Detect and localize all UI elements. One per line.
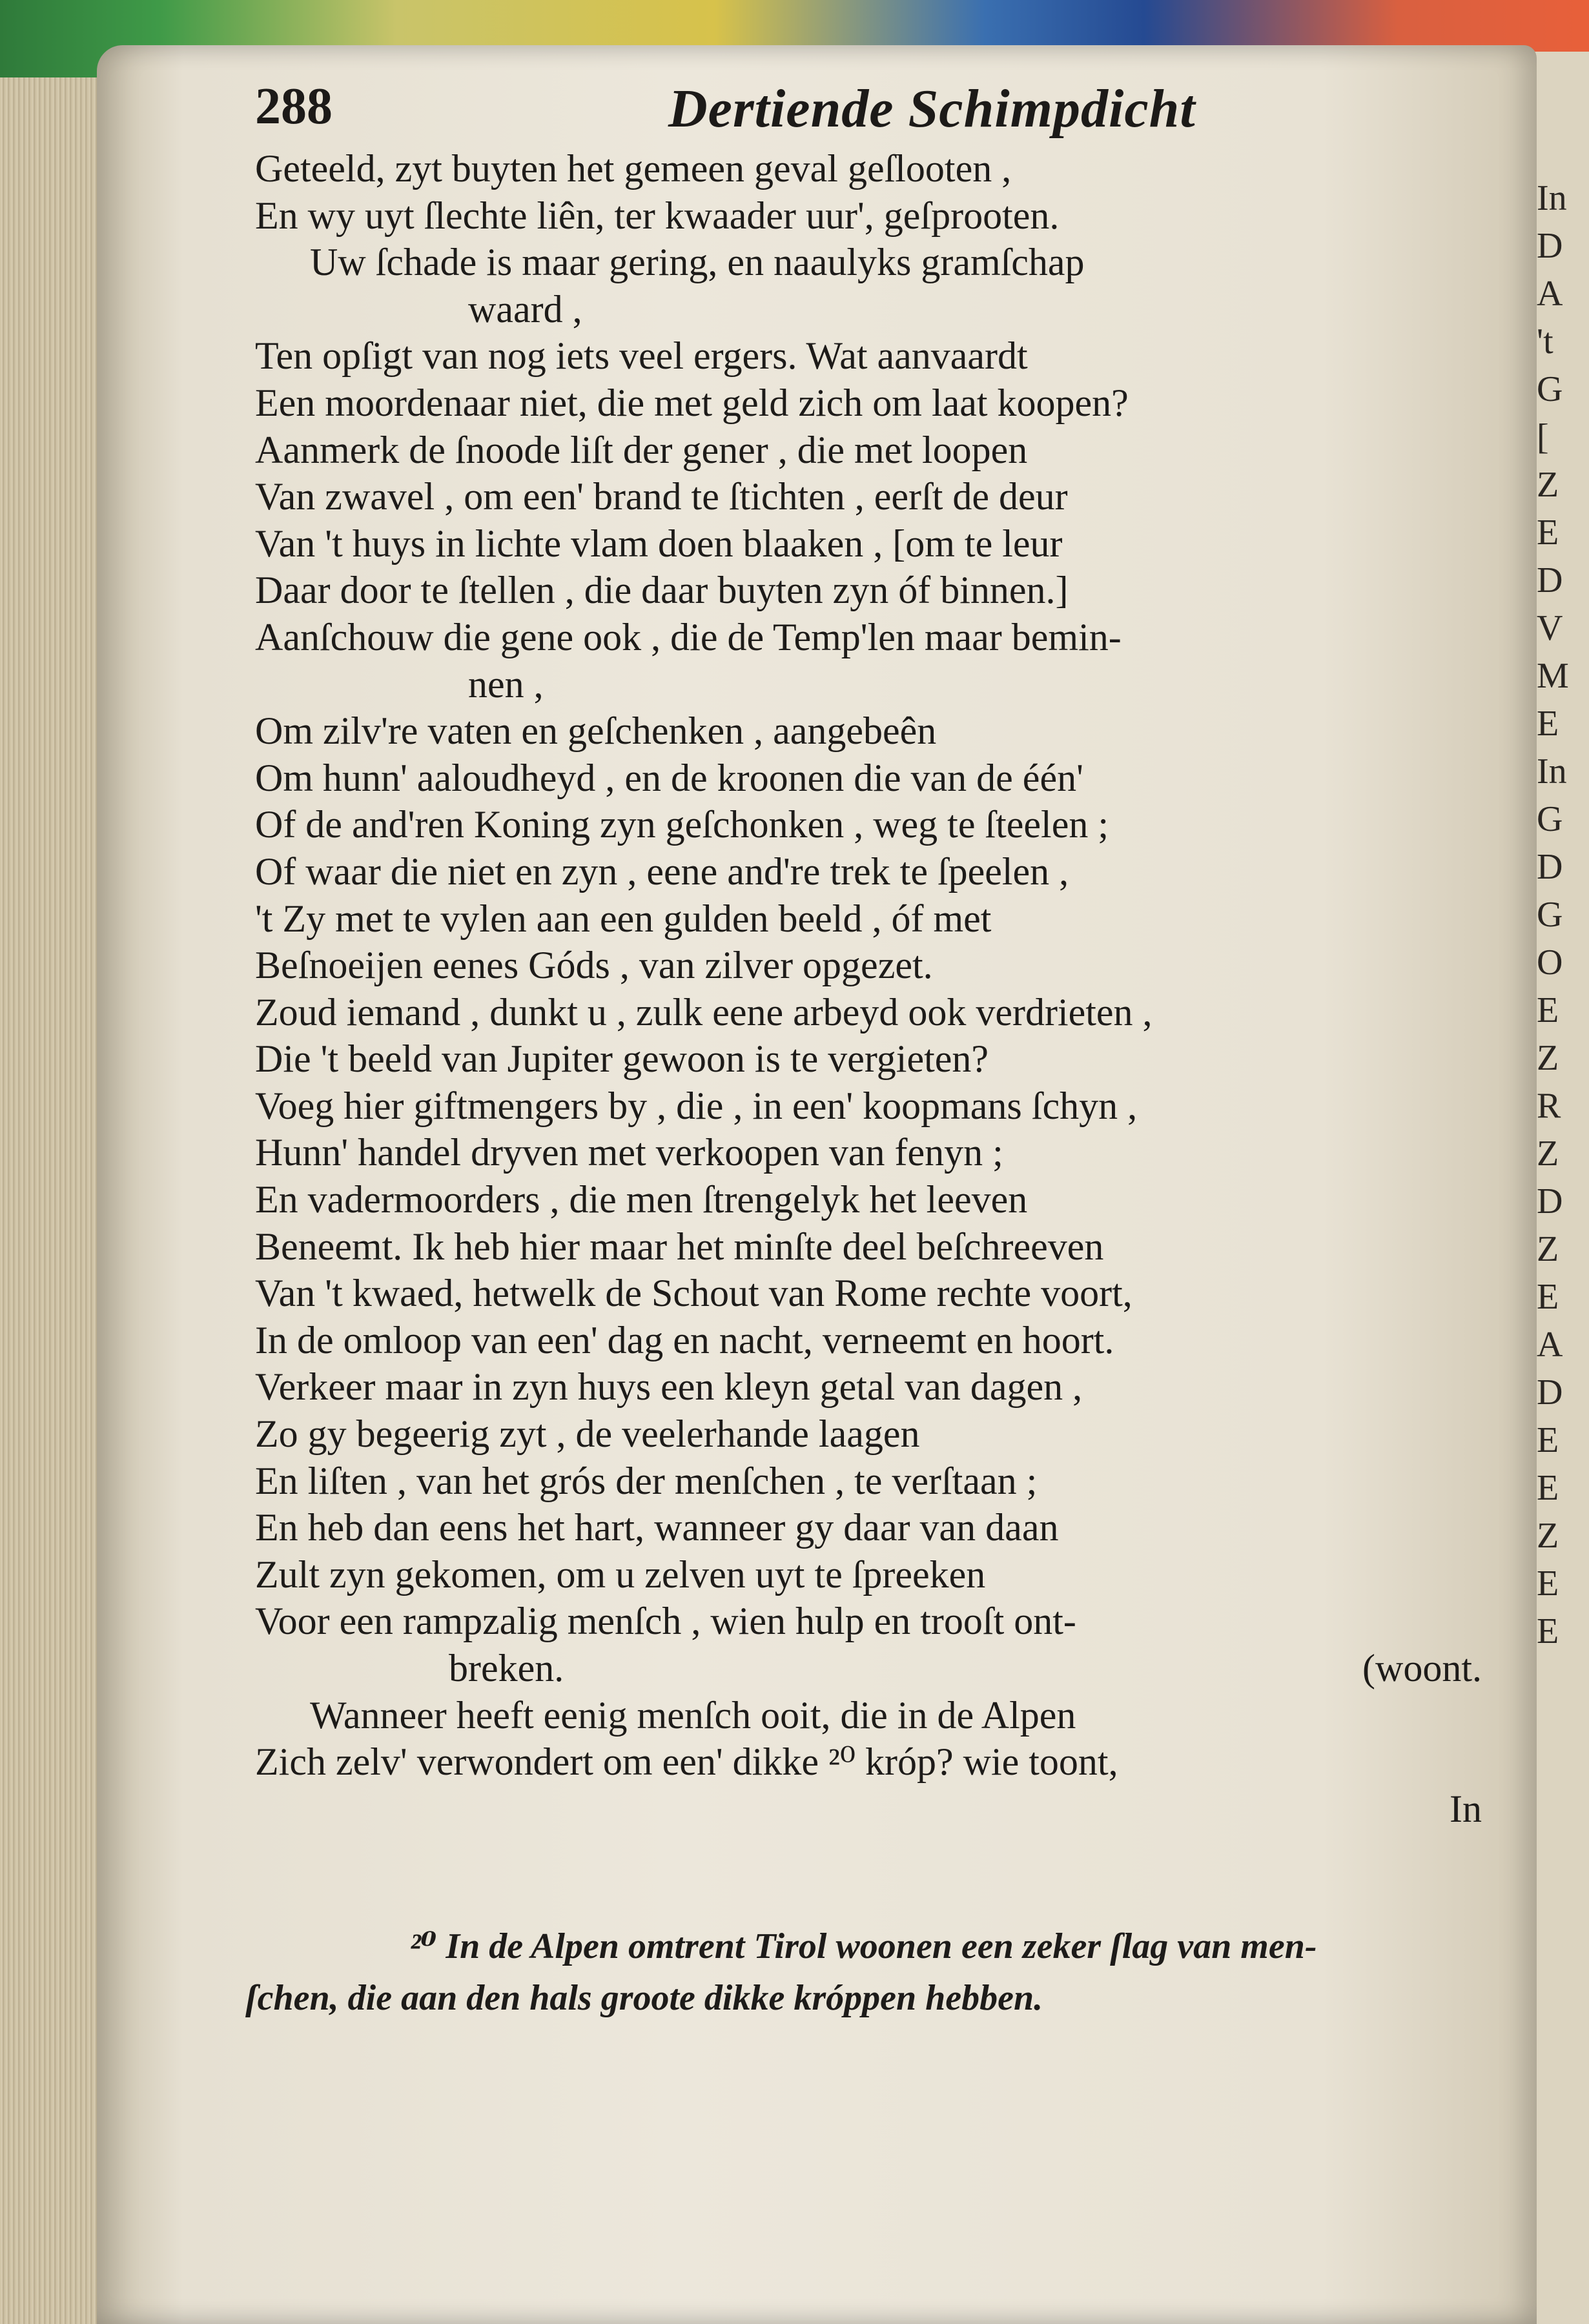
facing-page-letter: A	[1537, 1325, 1563, 1365]
facing-page-letter: O	[1537, 943, 1563, 983]
footnote	[245, 1921, 1485, 2024]
verse-line: In de omloop van een' dag en nacht, verneemt en hoort.	[255, 1318, 1114, 1361]
verse-line: Of waar die niet en zyn , eene and're trek te ſpeelen ,	[255, 850, 1069, 893]
facing-page-letter: In	[1537, 178, 1567, 218]
facing-page-letter: G	[1537, 799, 1563, 839]
facing-page-letter: M	[1537, 656, 1569, 696]
verse-line: En wy uyt ſlechte liên, ter kwaader uur', geſprooten.	[255, 194, 1060, 237]
facing-page-letter: E	[1537, 1277, 1559, 1317]
verse-line: Daar door te ſtellen , die daar buyten zyn óf binnen.]	[255, 569, 1069, 612]
facing-page-letter: Z	[1537, 1516, 1559, 1556]
facing-page-letter: G	[1537, 369, 1563, 409]
verse-line: Zult zyn gekomen, om u zelven uyt te ſpreeken	[255, 1553, 986, 1596]
facing-page-letter: E	[1537, 990, 1559, 1030]
verse-line: En heb dan eens het hart, wanneer gy daar van daan	[255, 1506, 1059, 1549]
verse-line: Ten opſigt van nog iets veel ergers. Wat aanvaardt	[255, 334, 1028, 378]
verse-line: Wanneer heeft eenig menſch ooit, die in de Alpen	[310, 1693, 1076, 1737]
facing-page-letter: E	[1537, 704, 1559, 744]
verse-line: Voor een rampzalig menſch , wien hulp en trooſt ont-	[255, 1600, 1076, 1643]
verse-line-continuation: nen ,	[468, 662, 544, 706]
verse-line: Een moordenaar niet, die met geld zich om laat koopen?	[255, 381, 1129, 424]
facing-page-letter: G	[1537, 895, 1563, 935]
facing-page-letter: 't	[1537, 321, 1553, 362]
verse-line: Beneemt. Ik heb hier maar het minſte deel beſchreeven	[255, 1225, 1104, 1268]
facing-page-letter: D	[1537, 1372, 1563, 1412]
verse-line: Verkeer maar in zyn huys een kleyn getal van dagen ,	[255, 1365, 1083, 1409]
verse-line: Van 't huys in lichte vlam doen blaaken , [om te leur	[255, 522, 1063, 565]
verse-line: Die 't beeld van Jupiter gewoon is te vergieten?	[255, 1037, 989, 1081]
verse-line: En liſten , van het grós der menſchen , te verſtaan ;	[255, 1459, 1038, 1502]
facing-page-letter: In	[1537, 751, 1567, 791]
verse-line: Zich zelv' verwondert om een' dikke ²⁰ króp? wie toont,	[255, 1740, 1118, 1784]
verse-line-continuation: waard ,	[468, 287, 582, 331]
verse-line: Van zwavel , om een' brand te ſtichten , eerſt de deur	[255, 475, 1068, 518]
facing-page-letter: Z	[1537, 1229, 1559, 1269]
facing-page-letter: Z	[1537, 1134, 1559, 1174]
facing-page-letter: E	[1537, 1564, 1559, 1604]
footnote-line: ſchen, die aan den hals groote dikke króppen hebben.	[245, 1978, 1043, 2018]
verse-line: Uw ſchade is maar gering, en naaulyks gramſchap	[310, 241, 1085, 284]
verse-line-turnover: (woont.	[1362, 1647, 1482, 1689]
facing-page-letter: V	[1537, 608, 1563, 648]
facing-page-letter: R	[1537, 1086, 1561, 1126]
verse-line: Hunn' handel dryven met verkoopen van fenyn ;	[255, 1131, 1003, 1174]
facing-page-letter: E	[1537, 1611, 1559, 1651]
running-title: Dertiende Schimpdicht	[668, 79, 1196, 139]
facing-page-letter: Z	[1537, 465, 1559, 505]
verse-line: Om hunn' aaloudheyd , en de kroonen die van de één'	[255, 756, 1083, 799]
facing-page-letter: D	[1537, 560, 1563, 600]
verse-line: Aanmerk de ſnoode liſt der gener , die met loopen	[255, 428, 1028, 471]
footnote-line: ²⁰ In de Alpen omtrent Tirol woonen een zeker ſlag van men-	[410, 1926, 1317, 1966]
facing-page-letter: D	[1537, 226, 1563, 266]
facing-page-letter: D	[1537, 847, 1563, 887]
catchword: In	[1450, 1787, 1482, 1830]
facing-page-letter: E	[1537, 1468, 1559, 1508]
verse-line: En vadermoorders , die men ſtrengelyk het leeven	[255, 1178, 1028, 1221]
verse-line: Om zilv're vaten en geſchenken , aangebeên	[255, 709, 937, 753]
verse-line: Beſnoeijen eenes Góds , van zilver opgezet.	[255, 944, 933, 987]
verse-line: Geteeld, zyt buyten het gemeen geval geſlooten ,	[255, 147, 1012, 190]
page-header	[255, 77, 1288, 148]
verse-line: Voeg hier giftmengers by , die , in een' koopmans ſchyn ,	[255, 1084, 1138, 1127]
verse-text	[255, 145, 1495, 1832]
verse-line: Zoud iemand , dunkt u , zulk eene arbeyd ook verdrieten ,	[255, 990, 1153, 1034]
verse-line: Of de and'ren Koning zyn geſchonken , weg te ſteelen ;	[255, 803, 1109, 846]
verse-line-split	[255, 1645, 1482, 1692]
facing-page-letter: E	[1537, 1420, 1559, 1460]
verse-line: Zo gy begeerig zyt , de veelerhande laagen	[255, 1412, 920, 1456]
page-number: 288	[255, 78, 333, 135]
verse-line: Van 't kwaed, hetwelk de Schout van Rome rechte voort,	[255, 1272, 1133, 1315]
facing-page-letter: Z	[1537, 1038, 1559, 1078]
verse-line-continuation: breken.	[449, 1647, 564, 1689]
facing-page-letter: A	[1537, 274, 1563, 314]
facing-page-letter: E	[1537, 513, 1559, 553]
verse-line: 't Zy met te vylen aan een gulden beeld , óf met	[255, 897, 992, 940]
facing-page-letter: D	[1537, 1181, 1563, 1221]
verse-line: Aanſchouw die gene ook , die de Temp'len maar bemin-	[255, 615, 1122, 658]
facing-page-letter: [	[1537, 417, 1549, 457]
